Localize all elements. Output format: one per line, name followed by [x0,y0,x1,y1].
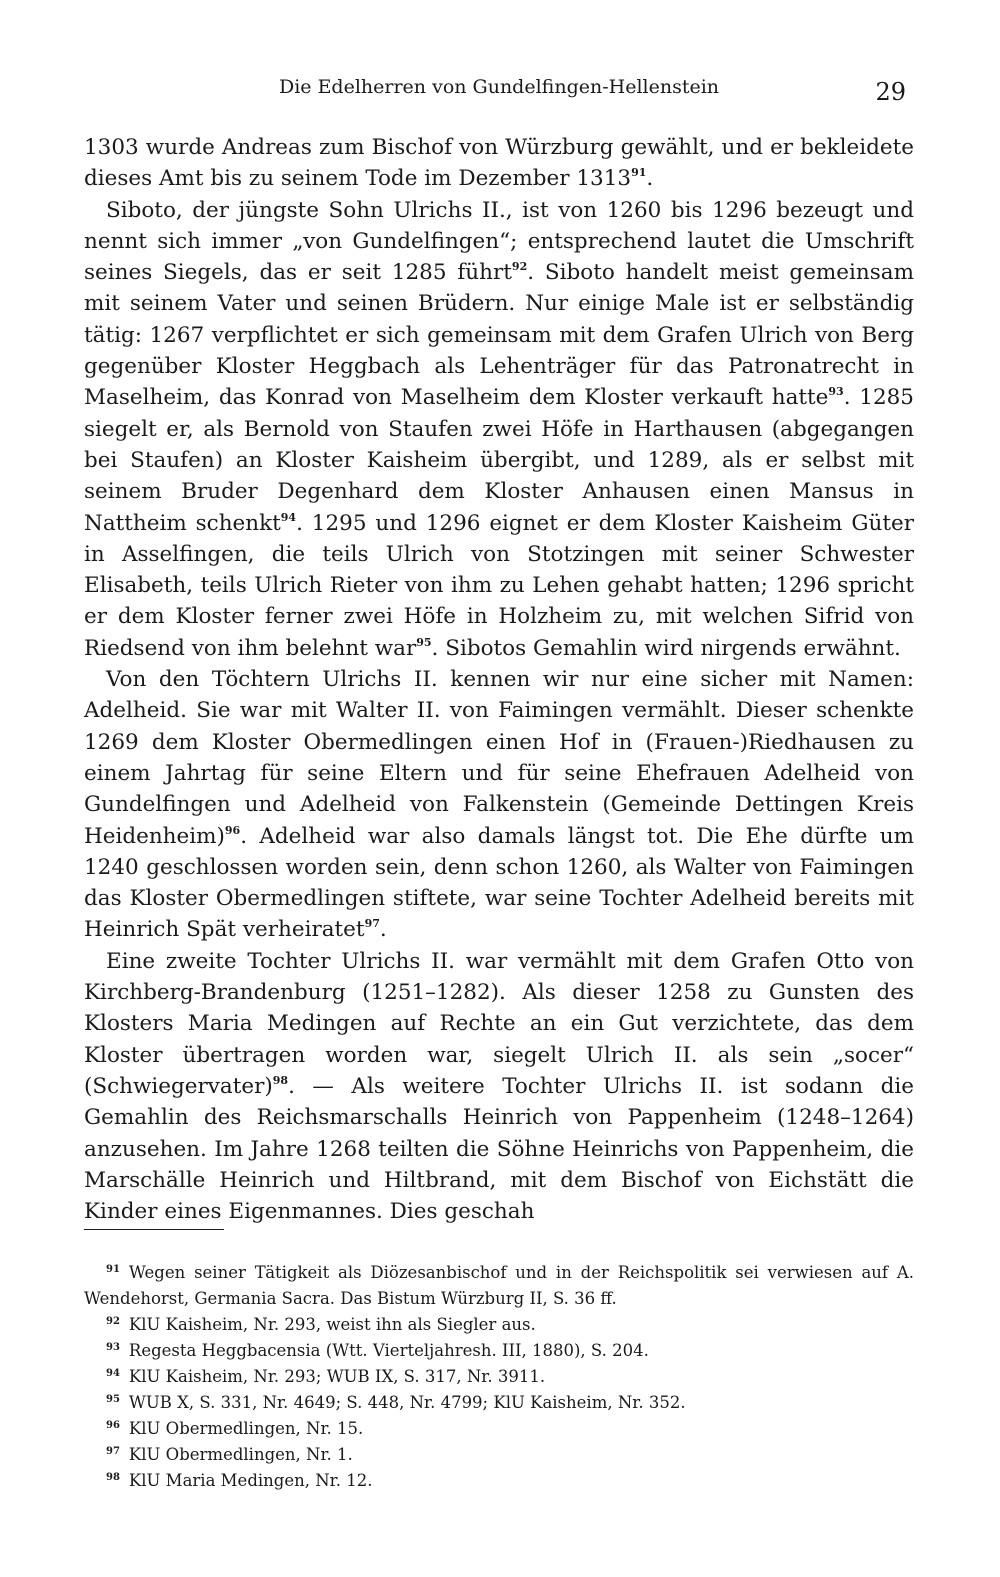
footnote-text: WUB X, S. 331, Nr. 4649; S. 448, Nr. 4799; KlU Kaisheim, Nr. 352. [128,1393,686,1412]
footnote-number: 95 [106,1394,120,1405]
footnote [84,1390,914,1416]
page-header [84,76,914,106]
footnote-number: 93 [106,1342,120,1353]
footnote [84,1364,914,1390]
footnote [84,1312,914,1338]
footnote-number: 97 [106,1446,120,1457]
text-segment: . Siboto handelt meist gemeinsam mit seinem Vater und seinen Brüdern. Nur einige Male ist er selbständig tätig: 1267 verpflichtet er sich gemeinsam mit dem Grafen Ulrich von Berg gegenüber Kloster Heggbach als Lehenträger für das Patronatrecht in Maselheim, das Konrad von Maselheim dem Kloster verkauft hatte [84,260,914,411]
footnote-number: 94 [106,1368,120,1379]
footnote [84,1260,914,1312]
main-text [84,132,914,1227]
text-segment: . 1285 siegelt er, als Bernold von Staufen zwei Höfe in Harthausen (abgegangen bei Staufen) an Kloster Kaisheim übergibt, und 1289, als er selbst mit seinem Bruder Degenhard dem Kloster Anhausen einen Mansus in Nattheim schenkt [84,385,914,536]
text-segment: . Sibotos Gemahlin wird nirgends erwähnt. [431,635,901,661]
footnote-text: KlU Obermedlingen, Nr. 1. [128,1445,353,1464]
footnote-number: 91 [106,1264,120,1275]
footnote-text: KlU Kaisheim, Nr. 293; WUB IX, S. 317, Nr. 3911. [128,1367,546,1386]
text-segment: . — Als weitere Tochter Ulrichs II. ist sodann die Gemahlin des Reichsmarschalls Heinrich von Pappenheim (1248–1264) anzusehen. Im Jahre 1268 teilten die Söhne Heinrichs von Pappenheim, die Marschälle Heinrich und Hiltbrand, mit dem Bischof von Eichstätt die Kinder eines Eigenmannes. Dies geschah [84,1073,914,1225]
paragraph-1 [84,132,914,195]
text-segment: 1303 wurde Andreas zum Bischof von Würzburg gewählt, und er bekleidete dieses Amt bis zu seinem Tode im Dezember 1313 [84,135,914,192]
footnote-ref: 95 [416,635,432,649]
footnote-ref: 94 [280,510,297,524]
footnote-number: 92 [106,1316,120,1327]
footnotes [84,1260,914,1494]
footnote [84,1442,914,1468]
paragraph-2 [84,195,914,664]
footnote-number: 98 [106,1472,120,1483]
text-segment: Siboto, der jüngste Sohn Ulrichs II., ist von 1260 bis 1296 bezeugt und nennt sich immer „von Gundelfingen“; entsprechend lautet die Umschrift seines Siegels, das er seit 1285 führt [84,197,914,286]
footnote-ref: 91 [631,166,647,180]
footnote [84,1338,914,1364]
footnote [84,1468,914,1494]
footnote-separator [84,1229,224,1230]
paragraph-4 [84,946,914,1228]
text-segment: . [379,917,387,943]
footnote-text: KlU Maria Medingen, Nr. 12. [128,1471,373,1490]
text-segment: . Adelheid war also damals längst tot. Die Ehe dürfte um 1240 geschlossen worden sein, denn schon 1260, als Walter von Faimingen das Kloster Obermedlingen stiftete, war seine Tochter Adelheid bereits mit Heinrich Spät verheiratet [84,823,914,943]
text-segment: Von den Töchtern Ulrichs II. kennen wir nur eine sicher mit Namen: Adelheid. Sie war mit Walter II. von Faimingen vermählt. Dieser schenkte 1269 dem Kloster Obermedlingen einen Hof in (Frauen-)Riedhausen zu einem Jahrtag für seine Eltern und für seine Ehefrauen Adelheid von Gundelfingen und Adelheid von Falkenstein (Gemeinde Dettingen Kreis Heidenheim) [84,667,914,849]
footnote [84,1416,914,1442]
footnote-ref: 92 [511,260,528,274]
footnote-ref: 98 [272,1073,289,1087]
footnote-text: Regesta Heggbacensia (Wtt. Vierteljahresh. III, 1880), S. 204. [128,1341,649,1360]
text-segment: . 1295 und 1296 eignet er dem Kloster Kaisheim Güter in Asselfingen, die teils Ulrich von Stotzingen mit seiner Schwester Elisabeth, teils Ulrich Rieter von ihm zu Lehen gehabt hatten; 1296 spricht er dem Kloster ferner zwei Höfe in Holzheim zu, mit welchen Sifrid von Riedsend von ihm belehnt war [84,510,914,661]
footnote-ref: 97 [364,917,380,931]
paragraph-3 [84,664,914,946]
footnote-text: KlU Obermedlingen, Nr. 15. [128,1419,364,1438]
footnote-ref: 93 [828,385,844,399]
footnote-ref: 96 [224,823,241,837]
text-segment: . [646,166,654,192]
footnote-text: Wegen seiner Tätigkeit als Diözesanbischof und in der Reichspolitik sei verwiesen auf A. Wendehorst, Germania Sacra. Das Bistum Würzburg II, S. 36 ff. [84,1263,914,1308]
page-number: 29 [875,78,906,106]
text-segment: Eine zweite Tochter Ulrichs II. war vermählt mit dem Grafen Otto von Kirchberg-Brandenburg (1251–1282). Als dieser 1258 zu Gunsten des Klosters Maria Medingen auf Rechte an ein Gut verzichtete, das dem Kloster übertragen worden war, siegelt Ulrich II. als sein „socer“ (Schwiegervater) [84,948,914,1099]
footnote-number: 96 [106,1420,120,1431]
running-title: Die Edelherren von Gundelfingen-Hellenstein [278,76,720,98]
footnote-text: KlU Kaisheim, Nr. 293, weist ihn als Siegler aus. [128,1315,536,1334]
